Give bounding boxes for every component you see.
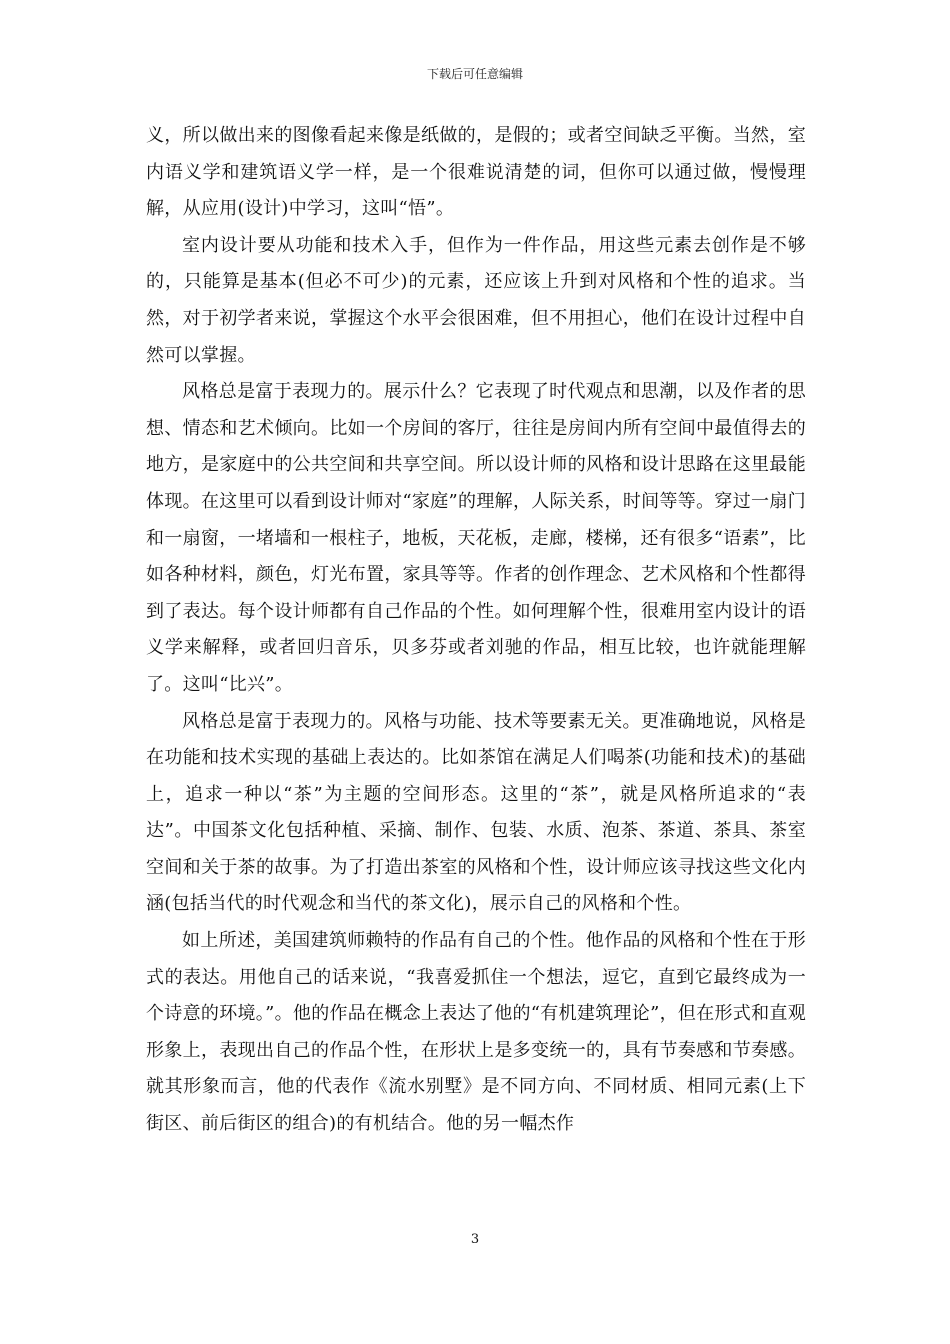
page-number: 3 (470, 1232, 480, 1247)
paragraph-style-expression: 风格总是富于表现力的。展示什么？它表现了时代观点和思潮，以及作者的思想、情态和艺术倾向。比如一个房间的客厅，往往是房间内所有空间中最值得去的地方，是家庭中的公共空间和共享空间。所以设计师的风格和设计思路在这里最能体现。在这里可以看到设计师对“家庭”的理解，人际关系，时间等等。穿过一扇门和一扇窗，一堵墙和一根柱子，地板，天花板，走廊，楼梯，还有很多“语素”，比如各种材料，颜色，灯光布置，家具等等。作者的创作理念、艺术风格和个性都得到了表达。每个设计师都有自己作品的个性。如何理解个性，很难用室内设计的语义学来解释，或者回归音乐，贝多芬或者刘驰的作品，相互比较，也许就能理解了。这叫“比兴”。 (146, 381, 806, 695)
paragraph-wright-example: 如上所述，美国建筑师赖特的作品有自己的个性。他作品的风格和个性在于形式的表达。用他自己的话来说，“我喜爱抓住一个想法，逗它，直到它最终成为一个诗意的环境。”。他的作品在概念上表达了他的“有机建筑理论”，但在形式和直观形象上，表现出自己的作品个性，在形状上是多变统一的，具有节奏感和节奏感。就其形象而言，他的代表作《流水别墅》是不同方向、不同材质、相同元素(上下街区、前后街区的组合)的有机结合。他的另一幅杰作 (146, 930, 807, 1135)
page-header: 下载后可任意编辑 (426, 67, 523, 81)
paragraph-continuation: 义，所以做出来的图像看起来像是纸做的，是假的；或者空间缺乏平衡。当然，室内语义学和建筑语义学一样，是一个很难说清楚的词，但你可以通过做，慢慢理解，从应用(设计)中学习，这叫“悟”。 (146, 125, 806, 220)
paragraph-teahouse-example: 风格总是富于表现力的。风格与功能、技术等要素无关。更准确地说，风格是在功能和技术实现的基础上表达的。比如茶馆在满足人们喝茶(功能和技术)的基础上，追求一种以“茶”为主题的空间形态。这里的“茶”，就是风格所追求的“表达”。中国茶文化包括种植、采摘、制作、包装、水质、泡茶、茶道、茶具、茶室空间和关于茶的故事。为了打造出茶室的风格和个性，设计师应该寻找这些文化内涵(包括当代的时代观念和当代的茶文化)，展示自己的风格和个性。 (146, 710, 806, 915)
paragraph-function-and-style: 室内设计要从功能和技术入手，但作为一件作品，用这些元素去创作是不够的，只能算是基本(但必不可少)的元素，还应该上升到对风格和个性的追求。当然，对于初学者来说，掌握这个水平会很困难，但不用担心，他们在设计过程中自然可以掌握。 (146, 234, 806, 366)
document-body (146, 118, 806, 1143)
